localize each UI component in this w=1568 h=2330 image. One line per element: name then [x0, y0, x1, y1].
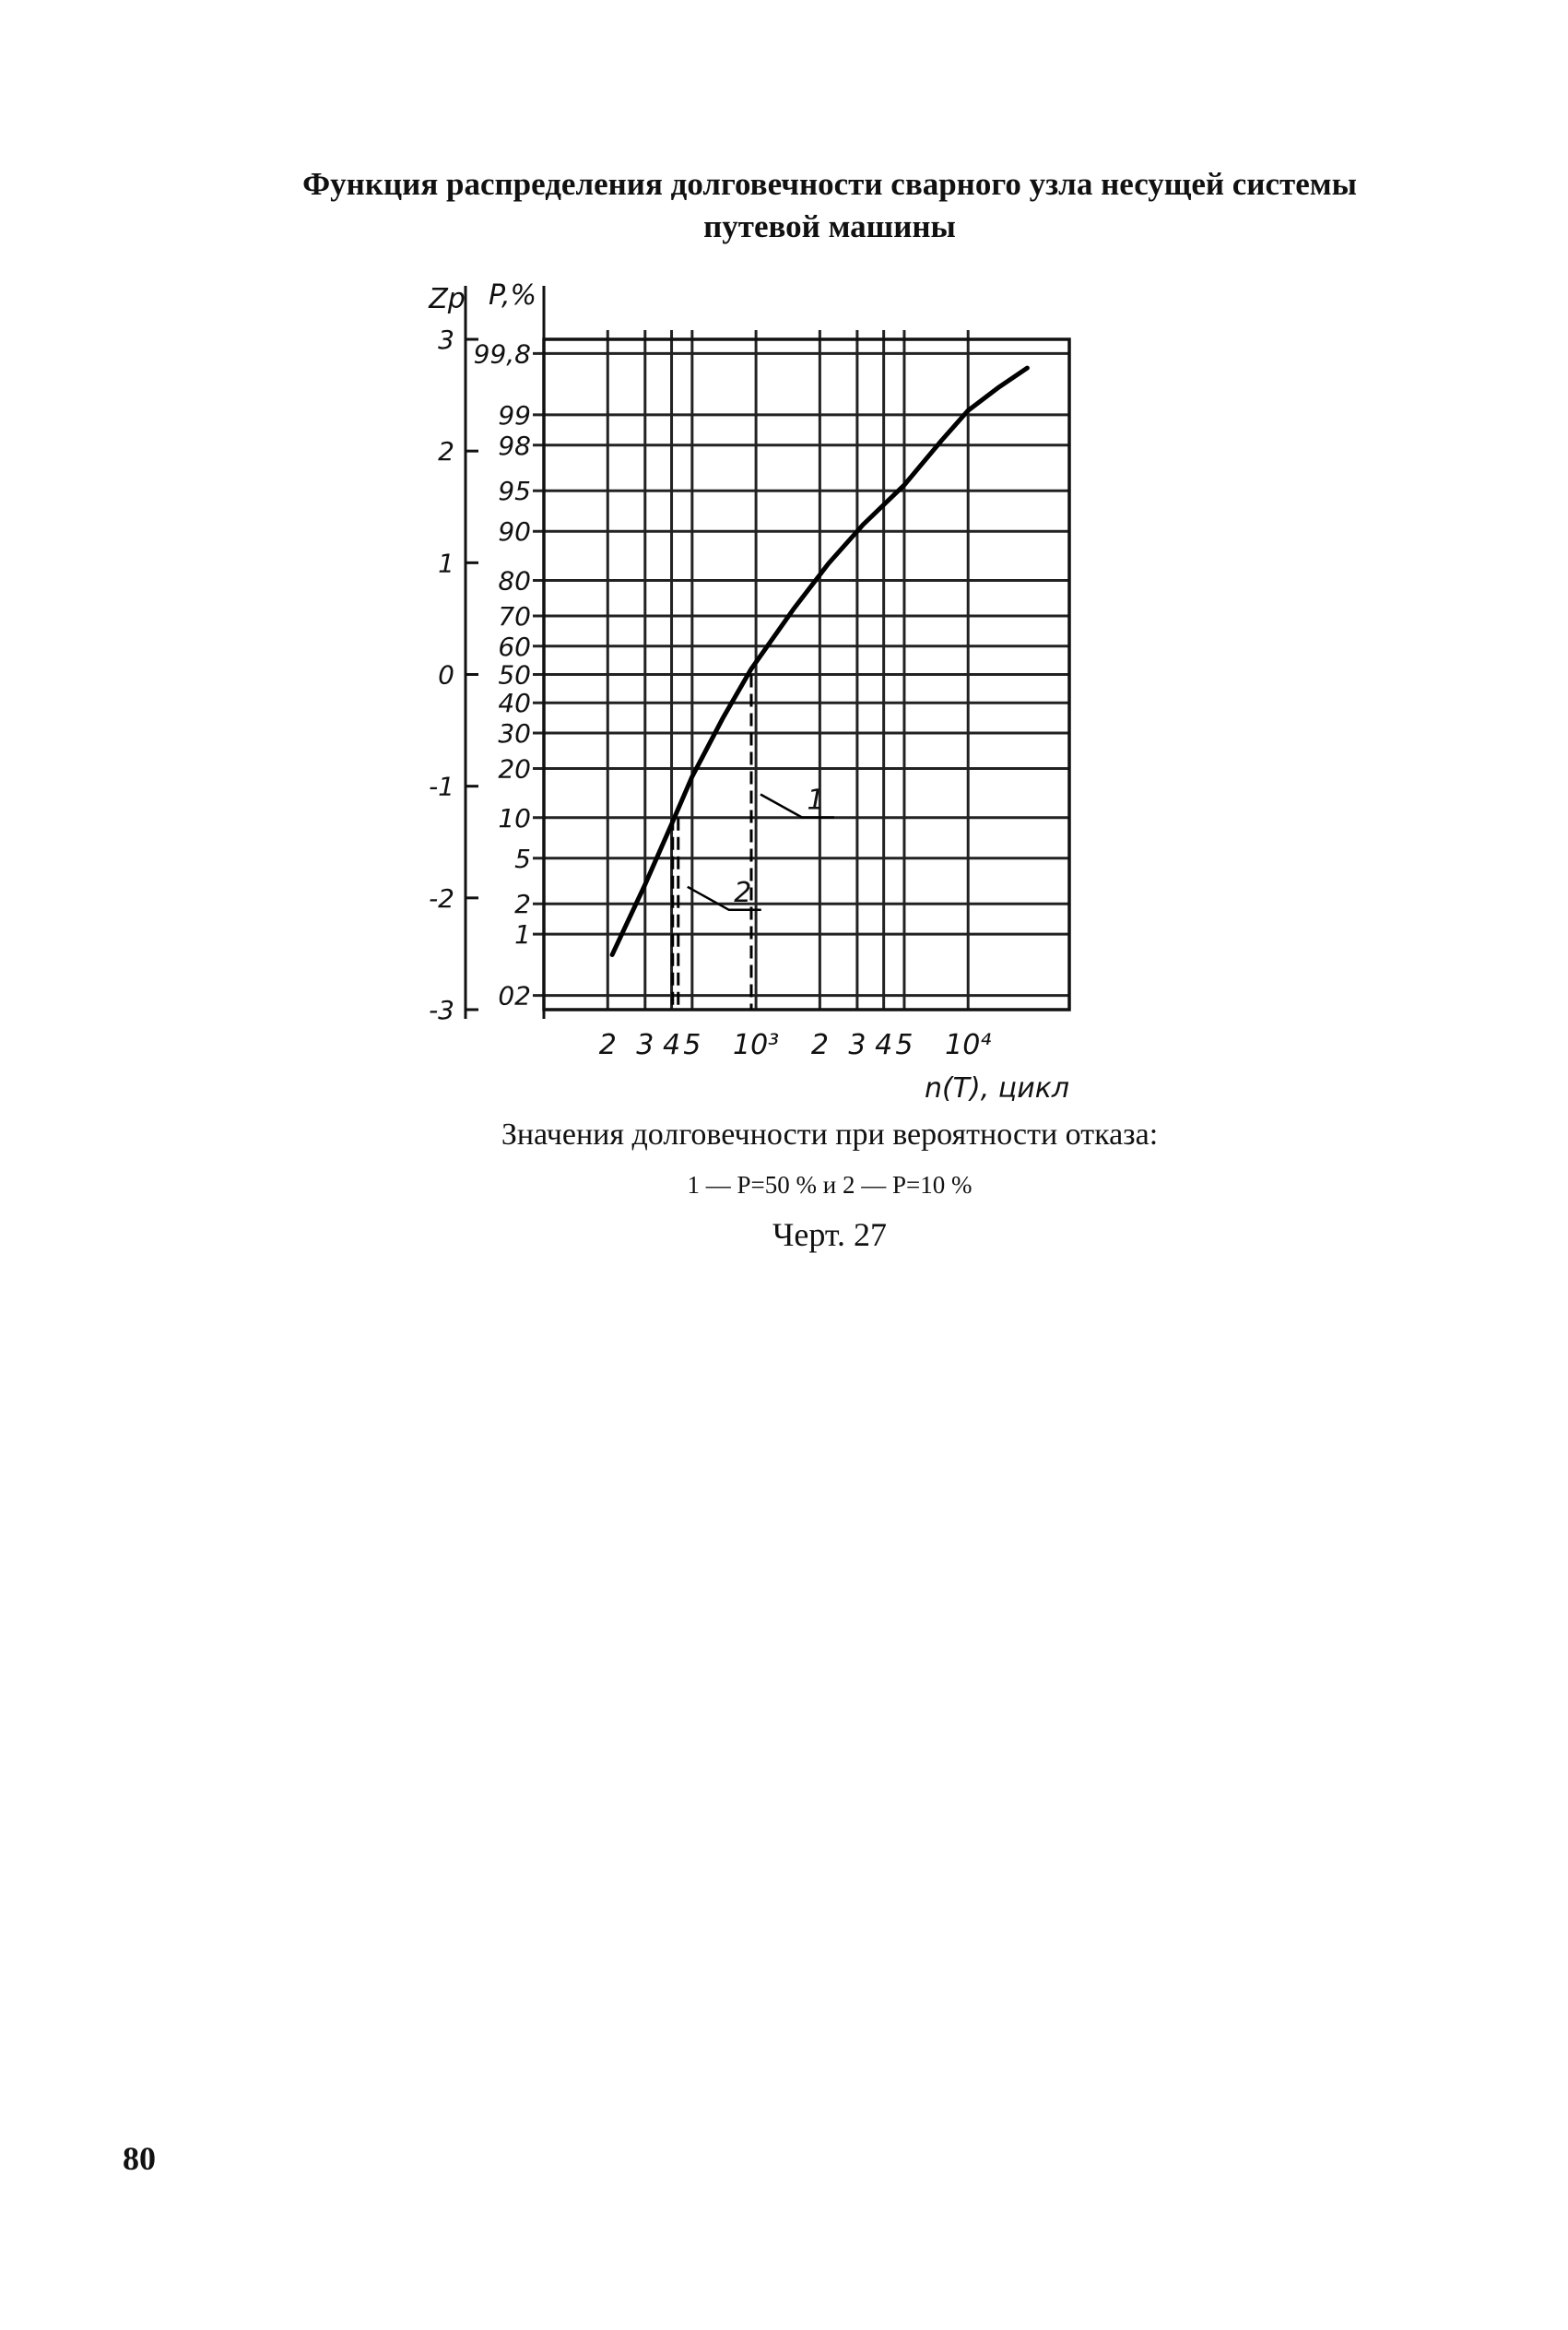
- y-axis-title: P,%: [488, 279, 536, 312]
- page-number: 80: [123, 2140, 156, 2177]
- p-tick-label: 99,8: [473, 338, 531, 370]
- p-tick-label: 40: [498, 688, 531, 719]
- chart-guides: [673, 675, 834, 1011]
- zp-tick-label: 1: [438, 548, 454, 579]
- p-tick-label: 98: [498, 430, 531, 461]
- x-tick-label: 2: [598, 1029, 617, 1061]
- p-tick-label: 90: [498, 516, 531, 548]
- zp-tick-label: -3: [429, 995, 454, 1025]
- caption-legend: 1 — P=50 % и 2 — P=10 %: [687, 1171, 973, 1199]
- p-tick-label: 99: [498, 399, 531, 431]
- p-tick-label: 1: [514, 919, 531, 951]
- x-tick-label: 3: [636, 1029, 654, 1061]
- annotation-label: 1: [807, 784, 825, 817]
- x-tick-label: 10³: [733, 1029, 780, 1061]
- chart-grid: [533, 330, 1069, 1010]
- annotation-label: 2: [734, 876, 752, 909]
- caption-main: Значения долговечности при вероятности отказа:: [501, 1118, 1159, 1152]
- zp-tick-label: 2: [438, 436, 454, 467]
- x-tick-label: 2: [810, 1029, 829, 1061]
- figure-number: Черт. 27: [772, 1216, 887, 1253]
- p-tick-label: 95: [498, 476, 531, 507]
- p-tick-label: 20: [498, 753, 531, 785]
- p-tick-label: 50: [498, 659, 531, 691]
- zp-tick-label: 0: [438, 659, 454, 691]
- p-tick-label: 70: [498, 600, 531, 632]
- p-tick-label: 5: [514, 843, 531, 874]
- x-tick-label: 4: [875, 1029, 893, 1061]
- zp-tick-label: -1: [429, 771, 454, 802]
- x-tick-label: 4: [662, 1029, 681, 1061]
- zp-axis-title: Zp: [429, 283, 466, 315]
- p-tick-label: 2: [514, 889, 531, 920]
- x-tick-label: 10⁴: [945, 1029, 992, 1061]
- x-tick-label: 5: [683, 1029, 701, 1061]
- p-tick-label: 60: [498, 631, 531, 662]
- p-tick-label: 02: [498, 980, 531, 1011]
- probability-chart: [387, 277, 1125, 1105]
- chart-title-line-2: путевой машины: [703, 208, 956, 244]
- x-axis-title: n(T), цикл: [924, 1072, 1069, 1105]
- chart-labels: [428, 279, 1069, 1105]
- x-tick-label: 5: [895, 1029, 914, 1061]
- x-tick-label: 3: [848, 1029, 867, 1061]
- zp-tick-label: 3: [438, 325, 454, 355]
- p-tick-label: 30: [498, 718, 531, 750]
- zp-tick-label: -2: [429, 882, 454, 914]
- chart-axes: [466, 286, 1069, 1019]
- p-tick-label: 80: [498, 565, 531, 597]
- chart-title-line-1: Функция распределения долговечности сварного узла несущей системы: [302, 166, 1357, 202]
- p-tick-label: 10: [498, 802, 531, 834]
